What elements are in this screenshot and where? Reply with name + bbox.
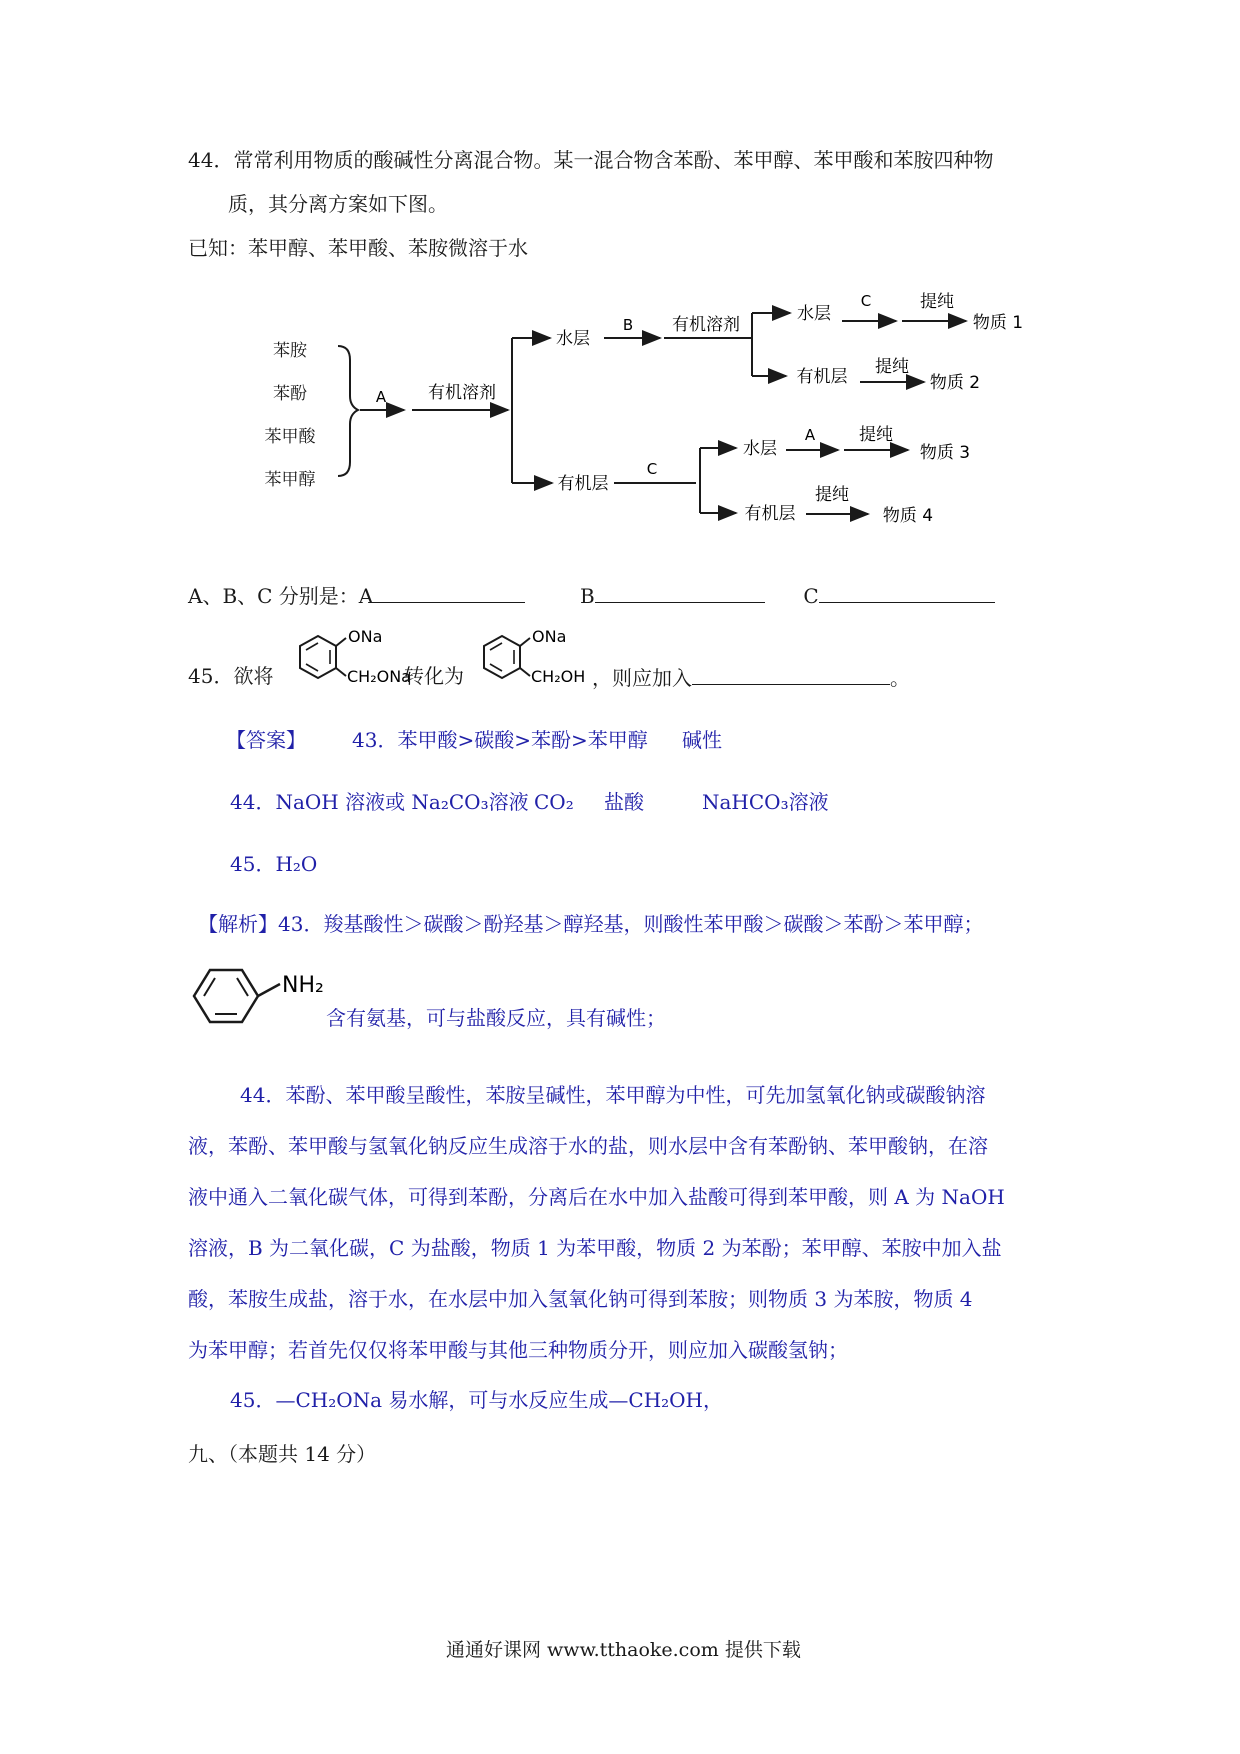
q44-line1: 44．常常利用物质的酸碱性分离混合物。某一混合物含苯酚、苯甲醇、苯甲酸和苯胺四种物 [188, 148, 994, 172]
substance-3: 物质 3 [919, 443, 971, 463]
water-layer-3: 水层 [743, 439, 777, 459]
organic-layer-2: 有机层 [796, 367, 848, 387]
ch2ona-1: CH₂ONa [347, 667, 411, 686]
water-layer-2: 水层 [797, 304, 831, 324]
answer-44-1: 44．NaOH 溶液或 Na₂CO₃溶液 [230, 790, 529, 814]
blank-b[interactable] [595, 580, 765, 603]
ona-1: ONa [348, 627, 383, 646]
section-9-heading: 九、（本题共 14 分） [188, 1442, 377, 1466]
analysis-44-line: 酸，苯胺生成盐，溶于水，在水层中加入氢氧化钠可得到苯胺；则物质 3 为苯胺，物质 4 [188, 1287, 973, 1311]
label-purify-3: 提纯 [859, 425, 893, 445]
q45-suffix: ，则应加入 [592, 666, 692, 690]
brace [338, 346, 358, 476]
q45-prefix: 45．欲将 [188, 664, 274, 688]
q44-line2: 质，其分离方案如下图。 [228, 192, 448, 216]
label-a2: A [804, 426, 816, 444]
blank-a[interactable] [373, 580, 525, 603]
organic-layer-3: 有机层 [744, 504, 796, 524]
answer-44-2: CO₂ [534, 790, 574, 814]
nh2: NH₂ [282, 973, 324, 998]
q45-end: 。 [890, 666, 910, 690]
aniline-text: 含有氨基，可与盐酸反应，具有碱性； [326, 1006, 666, 1030]
structure-disodium [282, 624, 412, 704]
input-phenol: 苯酚 [273, 384, 307, 404]
answer-43b: 碱性 [682, 728, 722, 752]
footer[interactable]: 通通好课网 www.tthaoke.com 提供下载 [446, 1639, 801, 1661]
organic-layer-1: 有机层 [557, 474, 609, 494]
water-layer-1: 水层 [556, 329, 590, 349]
abc-line [188, 580, 995, 610]
answer-43: 43．苯甲酸>碳酸>苯酚>苯甲醇 [352, 728, 648, 752]
analysis-44-line: 为苯甲醇；若首先仅仅将苯甲酸与其他三种物质分开，则应加入碳酸氢钠； [188, 1338, 848, 1362]
blank-c[interactable] [819, 580, 995, 603]
label-c2: C [646, 460, 658, 478]
analysis-44 [188, 1070, 1056, 1376]
q45-mid: 转化为 [404, 664, 464, 688]
blank-q45[interactable] [692, 662, 890, 685]
analysis-label: 【解析】 [198, 912, 278, 936]
answer-44-3: 盐酸 [604, 790, 644, 814]
label-purify-1: 提纯 [920, 292, 954, 312]
abc-prefix: A、B、C 分别是：A [188, 584, 374, 608]
analysis-43: 43．羧基酸性＞碳酸＞酚羟基＞醇羟基，则酸性苯甲酸＞碳酸＞苯酚＞苯甲醇； [278, 912, 984, 936]
analysis-44-line: 液，苯酚、苯甲酸与氢氧化钠反应生成溶于水的盐，则水层中含有苯酚钠、苯甲酸钠，在溶 [188, 1134, 988, 1158]
substance-2: 物质 2 [929, 373, 981, 393]
q44-known: 已知：苯甲醇、苯甲酸、苯胺微溶于水 [188, 236, 528, 260]
answer-44-4: NaHCO₃溶液 [702, 790, 829, 814]
analysis-44-line: 44．苯酚、苯甲酸呈酸性，苯胺呈碱性，苯甲醇为中性，可先加氢氧化钠或碳酸钠溶 [240, 1083, 986, 1107]
answer-45: 45．H₂O [230, 852, 318, 876]
analysis-44-line: 液中通入二氧化碳气体，可得到苯酚，分离后在水中加入盐酸可得到苯甲酸，则 A 为 NaOH [188, 1185, 1005, 1209]
substance-4: 物质 4 [882, 506, 934, 526]
separation-flowchart [0, 0, 1240, 560]
answer-label: 【答案】 [226, 728, 306, 752]
input-benzoic-acid: 苯甲酸 [264, 427, 316, 447]
abc-c-label: C [803, 584, 819, 608]
abc-b-label: B [579, 584, 595, 608]
label-organic-solvent-1: 有机溶剂 [428, 383, 496, 403]
input-benzyl-alcohol: 苯甲醇 [264, 470, 316, 490]
ona-2: ONa [532, 627, 567, 646]
analysis-45: 45．—CH₂ONa 易水解，可与水反应生成—CH₂OH， [230, 1388, 723, 1412]
ch2oh-2: CH₂OH [531, 667, 586, 686]
label-c1: C [860, 292, 872, 310]
label-purify-4: 提纯 [815, 485, 849, 505]
label-purify-2: 提纯 [875, 357, 909, 377]
analysis-44-line: 溶液，B 为二氧化碳，C 为盐酸，物质 1 为苯甲酸，物质 2 为苯酚；苯甲醇、苯胺中加入盐 [188, 1236, 1002, 1260]
structure-product [466, 624, 596, 704]
input-aniline: 苯胺 [273, 341, 307, 361]
label-a1: A [375, 388, 387, 406]
label-organic-solvent-2: 有机溶剂 [672, 315, 740, 335]
aniline-structure [190, 962, 340, 1042]
substance-1: 物质 1 [972, 313, 1024, 333]
q45-suffix-line [592, 662, 910, 692]
analysis-43-line [198, 910, 983, 938]
label-b: B [622, 316, 634, 334]
